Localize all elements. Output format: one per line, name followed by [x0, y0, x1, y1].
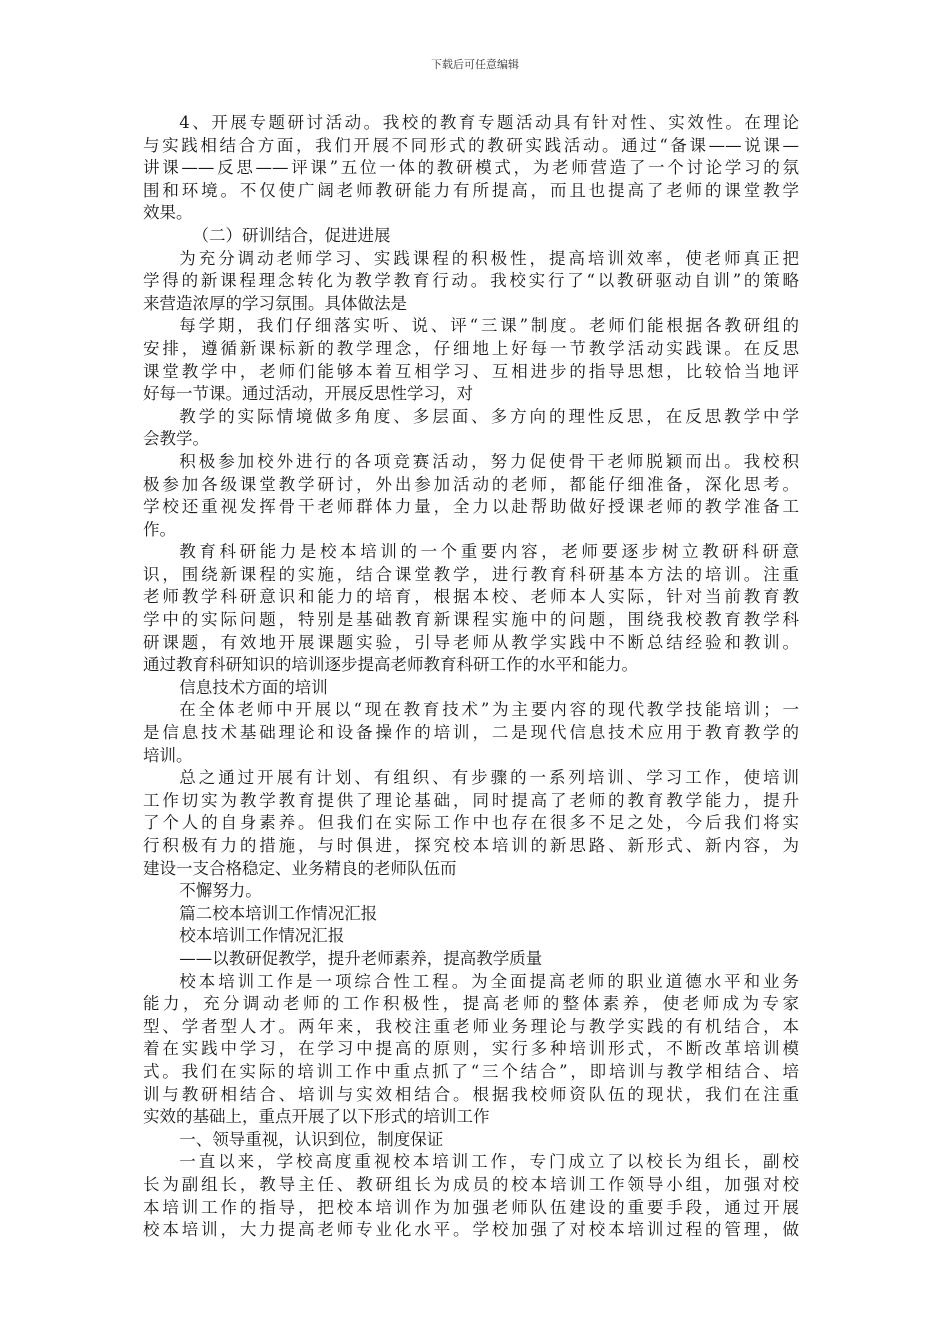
paragraph [143, 248, 799, 316]
text-line: 教育科研能力是校本培训的一个重要内容，老师要逐步树立教研科研意 [179, 542, 799, 562]
text-line: 积极参加校外进行的各项竞赛活动，努力促使骨干老师脱颖而出。我校积 [179, 451, 799, 471]
text-line: 信息技术方面的培训 [179, 677, 328, 697]
text-line: 老师教学科研意识和能力的培育，根据本校、老师本人实际，针对当前教育教 [143, 587, 799, 607]
text-line: 讲课——反思——评课”五位一体的教研模式，为老师营造了一个讨论学习的氛 [143, 158, 799, 178]
text-line: 通过教育科研知识的培训逐步提高老师教育科研工作的水平和能力。 [143, 655, 638, 675]
text-line: 教学的实际情境做多角度、多层面、多方向的理性反思，在反思教学中学 [179, 406, 799, 426]
document-body [143, 112, 799, 1242]
text-line: 总之通过开展有计划、有组织、有步骤的一系列培训、学习工作，使培训 [179, 768, 799, 788]
paragraph [143, 971, 799, 1129]
section-heading [143, 677, 799, 700]
text-line: 学中的实际问题，特别是基础教育新课程实施中的问题，围绕我校教育教学科 [143, 610, 799, 630]
text-line: 培训。 [143, 745, 193, 765]
text-line: （二）研训结合，促进进展 [192, 225, 391, 245]
paragraph [143, 699, 799, 767]
paragraph [143, 1151, 799, 1241]
text-line: 建设一支合格稳定、业务精良的老师队伍而 [143, 858, 457, 878]
paragraph [143, 451, 799, 541]
text-line: 课堂教学中，老师们能够本着互相学习、互相进步的指导思想，比较恰当地评 [143, 361, 799, 381]
text-line: 篇二校本培训工作情况汇报 [179, 903, 378, 923]
text-line: ——以教研促教学，提升老师素养，提高教学质量 [179, 948, 543, 968]
text-line: 校本培训，大力提高老师专业化水平。学校加强了对校本培训过程的管理，做 [143, 1220, 799, 1240]
text-line: 安排，遵循新课标新的教学理念，仔细地上好每一节教学活动实践课。在反思 [143, 338, 799, 358]
text-line: 行积极有力的措施，与时俱进，探究校本培训的新思路、新形式、新内容，为 [143, 836, 799, 855]
text-line: 一直以来，学校高度重视校本培训工作，专门成立了以校长为组长，副校 [179, 1152, 799, 1172]
text-line: 作。 [143, 519, 176, 539]
text-line: 本培训工作的指导，把校本培训作为加强老师队伍建设的重要手段，通过开展 [143, 1197, 799, 1217]
paragraph [143, 767, 799, 880]
paragraph [143, 541, 799, 677]
text-line: 校本培训工作情况汇报 [179, 926, 345, 946]
text-line: 与实践相结合方面，我们开展不同形式的教研实践活动。通过“备课——说课— [143, 135, 799, 155]
text-line: 为充分调动老师学习、实践课程的积极性，提高培训效率，使老师真正把 [179, 248, 799, 268]
article-title [143, 903, 799, 926]
text-line: 长为副组长，教导主任、教研组长为成员的校本培训工作领导小组，加强对校 [143, 1174, 799, 1194]
text-line: 式。我们在实际的培训工作中重点抓了“三个结合”，即培训与教学相结合、培 [143, 1061, 799, 1081]
text-line: 效果。 [143, 203, 193, 223]
text-line: 好每一节课。通过活动，开展反思性学习，对 [143, 384, 473, 404]
text-line: 不懈努力。 [179, 881, 262, 901]
article-heading [143, 925, 799, 948]
paragraph [143, 880, 799, 903]
text-line: 型、学者型人才。两年来，我校注重老师业务理论与教学实践的有机结合，本 [143, 1016, 799, 1036]
text-line: 极参加各级课堂教学研讨，外出参加活动的老师，都能仔细准备，深化思考。 [143, 474, 799, 494]
text-line: 来营造浓厚的学习氛围。具体做法是 [143, 293, 407, 313]
text-line: 识，围绕新课程的实施，结合课堂教学，进行教育科研基本方法的培训。注重 [143, 564, 799, 584]
page-header: 下载后可任意编辑 [431, 58, 519, 71]
text-line: 学校还重视发挥骨干老师群体力量，全力以赴帮助做好授课老师的教学准备工 [143, 497, 799, 517]
text-line: 工作切实为教学教育提供了理论基础，同时提高了老师的教育教学能力，提升 [143, 790, 799, 810]
text-line: 实效的基础上，重点开展了以下形式的培训工作 [143, 1107, 490, 1127]
text-line: 校本培训工作是一项综合性工程。为全面提高老师的职业道德水平和业务 [179, 971, 799, 991]
text-line: 了个人的自身素养。但我们在实际工作中也存在很多不足之处，今后我们将实 [143, 813, 799, 833]
text-line: 在全体老师中开展以“现在教育技术”为主要内容的现代教学技能培训；一 [179, 700, 799, 720]
text-line: 4、开展专题研讨活动。我校的教育专题活动具有针对性、实效性。在理论 [179, 113, 799, 132]
article-subtitle [143, 948, 799, 971]
text-line: 研课题，有效地开展课题实验，引导老师从教学实践中不断总结经验和教训。 [143, 632, 799, 652]
text-line: 每学期，我们仔细落实听、说、评“三课”制度。老师们能根据各教研组的 [179, 316, 799, 336]
text-line: 围和环境。不仅使广阔老师教研能力有所提高，而且也提高了老师的课堂教学 [143, 180, 799, 200]
paragraph [143, 112, 799, 225]
text-line: 是信息技术基础理论和设备操作的培训，二是现代信息技术应用于教育教学的 [143, 723, 799, 743]
paragraph [143, 406, 799, 451]
text-line: 着在实践中学习，在学习中提高的原则，实行多种培训形式，不断改革培训模 [143, 1039, 799, 1059]
paragraph [143, 315, 799, 405]
section-heading [143, 225, 799, 248]
text-line: 学得的新课程理念转化为教学教育行动。我校实行了“以教研驱动自训”的策略 [143, 271, 799, 291]
text-line: 会教学。 [143, 429, 209, 449]
section-heading [143, 1129, 799, 1152]
text-line: 一、领导重视，认识到位，制度保证 [179, 1129, 444, 1149]
text-line: 训与教研相结合、培训与实效相结合。根据我校师资队伍的现状，我们在注重 [143, 1084, 799, 1104]
text-line: 能力，充分调动老师的工作积极性，提高老师的整体素养，使老师成为专家 [143, 994, 799, 1014]
